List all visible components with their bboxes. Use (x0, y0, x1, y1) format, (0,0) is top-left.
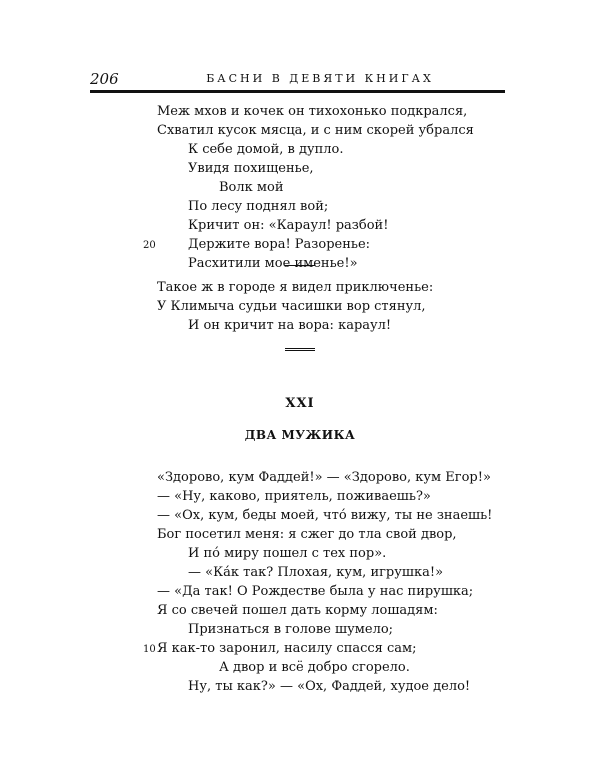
verse-line: — «Ну, каково, приятель, поживаешь?» (157, 489, 431, 504)
verse-line: Я как-то заронил, насилу спасся сам; (157, 641, 417, 656)
verse-line: По лесу поднял вой; (188, 199, 329, 214)
verse-line: — «Да так! О Рождестве была у нас пирушка; (157, 584, 474, 599)
verse-line: «Здорово, кум Фаддей!» — «Здорово, кум Егор!» (157, 470, 491, 485)
verse-line: И по́ миру пошел с тех пор». (188, 546, 387, 561)
verse-line: Ну, ты как?» — «Ох, Фаддей, худое дело! (188, 679, 471, 694)
verse-line: Кричит он: «Караул! разбой! (188, 218, 389, 233)
verse-line: А двор и всё добро сгорело. (219, 660, 410, 675)
fable-title: ДВА МУЖИКА (244, 428, 356, 442)
verse-line: К себе домой, в дупло. (188, 142, 344, 157)
verse-line: Расхитили мое именье!» (188, 256, 358, 271)
verse-line: Я со свечей пошел дать корму лошадям: (157, 603, 438, 618)
verse-line: И он кричит на вора: караул! (188, 318, 392, 333)
verse-line: — «Ох, кум, беды моей, что́ вижу, ты не знаешь! (157, 508, 493, 523)
verse-line: Такое ж в городе я видел приключенье: (157, 280, 434, 295)
fable-end-separator (285, 348, 315, 351)
verse-line: Схватил кусок мясца, и с ним скорей убрался (157, 123, 474, 138)
verse-line: Признаться в голове шумело; (188, 622, 394, 637)
verse-line: Держите вора! Разоренье: (188, 237, 371, 252)
verse-line: Волк мой (219, 180, 284, 195)
page-number: 206 (90, 70, 119, 88)
verse-line: Бог посетил меня: я сжег до тла свой двор, (157, 527, 457, 542)
line-number: 20 (143, 240, 156, 251)
verse-line: У Климыча судьи часишки вор стянул, (157, 299, 426, 314)
header-rule (90, 90, 505, 93)
fable-number: XXI (285, 396, 315, 411)
verse-line: — «Ка́к так? Плохая, кум, игрушка!» (188, 565, 444, 580)
section-separator (285, 265, 315, 266)
verse-line: Меж мхов и кочек он тихохонько подкрался, (157, 104, 468, 119)
line-number: 10 (143, 644, 156, 655)
running-head: БАСНИ В ДЕВЯТИ КНИГАХ (206, 72, 434, 85)
verse-line: Увидя похищенье, (188, 161, 314, 176)
